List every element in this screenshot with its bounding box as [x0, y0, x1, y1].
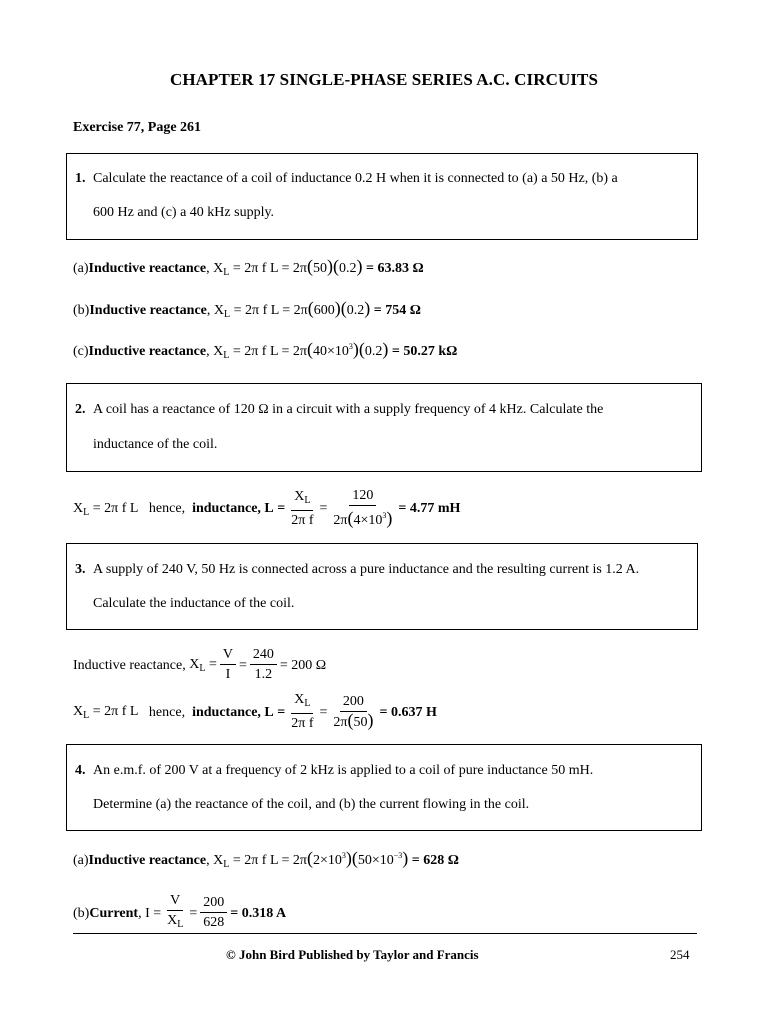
formula: $X_L = 2\pi$ f L = 2π(50)(0.2) [213, 256, 363, 278]
page-number: 254 [670, 947, 690, 962]
fraction: $\frac{V}{X_L}$ [167, 893, 184, 930]
question-1-line-2: 600 Hz and (c) a 40 kHz supply. [93, 205, 275, 220]
fraction: $\frac{120}{2\pi(4\times 10^3)}$ [333, 488, 393, 528]
question-number: 4. [75, 763, 86, 778]
question-3-line-1: 3. A supply of 240 V, 50 Hz is connected across a pure inductance and the resulting current is 1.2 A. [75, 562, 640, 577]
formula: $X_L = 2\pi$ f L [73, 500, 139, 518]
question-box-2 [66, 383, 702, 472]
fraction: $\frac{200}{628}$ [200, 895, 227, 932]
page-title: CHAPTER 17 SINGLE-PHASE SERIES A.C. CIRCUITS [169, 70, 599, 89]
formula: $X_L = 2\pi$ f $L = 2\pi(40\times 10^3)(0.2)$ [213, 339, 389, 361]
answer-4b: (b) Current , I = $\frac{V}{X_L}$ = $\frac{200}{628}$ = 0.318 A [73, 893, 286, 934]
question-4-line-2: Determine (a) the reactance of the coil, and (b) the current flowing in the coil. [93, 797, 530, 812]
answer-3a: Inductive reactance, $X_L$ = $\frac{V}{I}$ = $\frac{240}{1.2}$ = 200 Ω [73, 647, 327, 682]
answer-1c: (c) Inductive reactance , $X_L = 2\pi$ f $L = 2\pi(40\times 10^3)(0.2)$ = 50.27 kΩ [73, 339, 458, 361]
question-2-line-1: 2. A coil has a reactance of 120 Ω in a circuit with a supply frequency of 4 kHz. Calculate the [75, 402, 604, 417]
question-box-1 [66, 153, 698, 240]
question-3-line-2: Calculate the inductance of the coil. [93, 596, 295, 611]
footer-rule [73, 933, 697, 934]
answer-3b: $X_L = 2\pi$ f L hence, inductance, L = $\frac{X_L}{\text{2π f}}$ = $\frac{200}{2\pi(50)}$ = 0.637 H [73, 692, 437, 731]
fraction: $\frac{X_L}{\text{2π f}}$ [291, 488, 314, 528]
answer-1b: (b) Inductive reactance , $X_L = 2\pi$ f L = 2π(600)(0.2) = 754 Ω [73, 298, 421, 320]
question-number: 2. [75, 402, 86, 417]
question-number: 3. [75, 562, 86, 577]
fraction: $\frac{200}{2\pi(50)}$ [333, 693, 374, 730]
formula: $X_L = 2\pi$ f $L = 2\pi(2\times 10^3)(50\times 10^{-3})$ [213, 848, 409, 870]
fraction: $\frac{240}{1.2}$ [250, 647, 277, 684]
fraction: $\frac{V}{I}$ [220, 647, 236, 684]
question-4-line-1: 4. An e.m.f. of 200 V at a frequency of 2 kHz is applied to a coil of pure inductance 50 mH. [75, 763, 594, 778]
question-box-3 [66, 543, 698, 630]
footer-copyright: © John Bird Published by Taylor and Francis [226, 947, 479, 962]
question-1-line-1: 1. Calculate the reactance of a coil of inductance 0.2 H when it is connected to (a) a 50 Hz, (b) a [75, 171, 618, 186]
question-2-line-2: inductance of the coil. [93, 437, 218, 452]
question-box-4 [66, 744, 702, 831]
fraction: $\frac{X_L}{\text{2π f}}$ [291, 692, 314, 731]
formula: $X_L = 2\pi$ f L = 2π(600)(0.2) [213, 298, 371, 320]
answer-2: $X_L = 2\pi$ f L hence, inductance, L = $\frac{X_L}{\text{2π f}}$ = $\frac{120}{2\pi(4\times 10^3)}$ = 4.77 mH [73, 488, 461, 528]
answer-4a: (a) Inductive reactance , $X_L = 2\pi$ f $L = 2\pi(2\times 10^3)(50\times 10^{-3})$ = 628 Ω [73, 848, 459, 870]
answer-1a: (a) Inductive reactance , $X_L = 2\pi$ f L = 2π(50)(0.2) = 63.83 Ω [73, 256, 424, 278]
formula: $X_L = 2\pi$ f L [73, 704, 139, 721]
question-number: 1. [75, 171, 86, 186]
exercise-heading: Exercise 77, Page 261 [73, 120, 202, 135]
